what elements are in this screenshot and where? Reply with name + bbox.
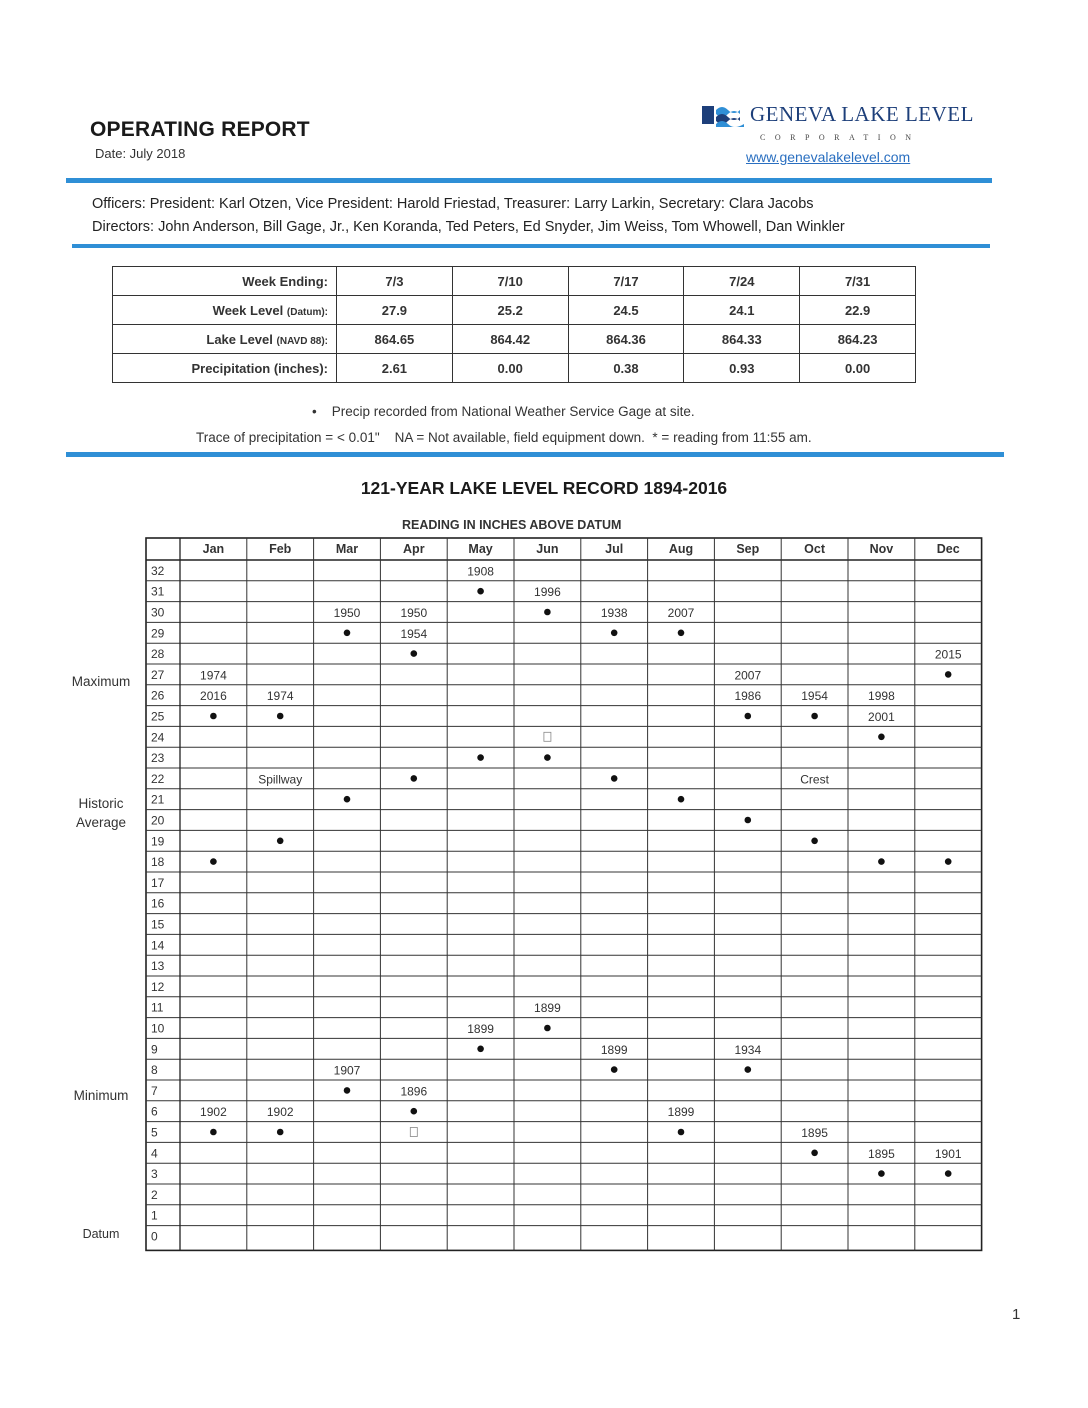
level-label: 16 bbox=[151, 896, 165, 911]
chart-border bbox=[146, 538, 982, 1250]
month-header: Jul bbox=[605, 542, 624, 556]
precipitation-cell: 0.38 bbox=[568, 354, 684, 383]
average-point bbox=[945, 858, 952, 865]
level-label: 6 bbox=[151, 1104, 158, 1119]
maximum-year-label: 2007 bbox=[734, 668, 762, 683]
level-label: 5 bbox=[151, 1125, 158, 1140]
level-label: 7 bbox=[151, 1083, 158, 1098]
level-label: 19 bbox=[151, 834, 165, 849]
minimum-year-label: 1899 bbox=[534, 1001, 561, 1016]
level-label: 12 bbox=[151, 979, 165, 994]
minimum-year-label: 1896 bbox=[400, 1084, 428, 1099]
level-label: 30 bbox=[151, 605, 165, 620]
side-label: Minimum bbox=[73, 1087, 129, 1103]
level-label: 8 bbox=[151, 1063, 158, 1078]
minimum-point bbox=[477, 1046, 484, 1053]
minimum-year-label: 1895 bbox=[868, 1146, 895, 1161]
minimum-year-label: 1902 bbox=[200, 1105, 227, 1120]
average-point bbox=[745, 817, 752, 824]
level-label: 15 bbox=[151, 917, 165, 932]
level-label: 0 bbox=[151, 1229, 158, 1244]
lake-level-cell: 864.65 bbox=[337, 325, 453, 354]
logo-corporation: CORPORATION bbox=[760, 133, 921, 142]
week-ending-cell: 7/17 bbox=[568, 267, 684, 296]
level-label: 27 bbox=[151, 667, 165, 682]
side-label: Average bbox=[75, 815, 127, 831]
month-header: Aug bbox=[668, 542, 694, 556]
minimum-year-label: 1902 bbox=[266, 1105, 294, 1120]
level-label: 11 bbox=[151, 1000, 164, 1015]
maximum-year-label: 2001 bbox=[868, 710, 895, 724]
maximum-point bbox=[745, 713, 752, 720]
week-level-cell: 27.9 bbox=[337, 296, 453, 325]
maximum-year-label: 1998 bbox=[868, 689, 895, 704]
side-label: Datum bbox=[82, 1227, 120, 1241]
level-label: 31 bbox=[151, 584, 165, 599]
minimum-point bbox=[411, 1108, 418, 1115]
lake-level-cell: 864.33 bbox=[684, 325, 800, 354]
maximum-point bbox=[945, 671, 952, 678]
directors-line: Directors: John Anderson, Bill Gage, Jr., Ken Koranda, Ted Peters, Ed Snyder, Jim Weiss, Tom Whowell, Dan Winkler bbox=[92, 219, 845, 235]
level-label: 26 bbox=[151, 688, 165, 703]
average-point bbox=[878, 858, 885, 865]
week-level-unit: (Datum): bbox=[286, 306, 328, 318]
precipitation-label: Precipitation (inches): bbox=[113, 354, 337, 383]
week-level-label-text: Week Level bbox=[212, 302, 284, 318]
minimum-point bbox=[811, 1150, 818, 1157]
logo-name: GENEVA LAKE LEVEL bbox=[750, 102, 974, 126]
page-number: 1 bbox=[1012, 1306, 1021, 1323]
week-level-cell: 22.9 bbox=[800, 296, 916, 325]
level-label: 2 bbox=[151, 1187, 158, 1202]
average-point bbox=[411, 775, 418, 782]
month-header: Jun bbox=[536, 542, 559, 556]
minimum-year-label: 1934 bbox=[734, 1042, 762, 1057]
minimum-year-label: 1907 bbox=[333, 1063, 361, 1078]
officers-line: Officers: President: Karl Otzen, Vice President: Harold Friestad, Treasurer: Larry Larkin, Secretary: Clara Jacobs bbox=[92, 196, 814, 212]
level-label: 32 bbox=[151, 563, 165, 578]
maximum-point bbox=[544, 609, 551, 616]
minimum-point bbox=[745, 1066, 752, 1073]
maximum-point bbox=[678, 630, 685, 637]
maximum-year-label: 1986 bbox=[734, 689, 762, 704]
maximum-year-label: 1950 bbox=[333, 606, 361, 620]
average-point bbox=[344, 796, 351, 803]
month-header: Jan bbox=[202, 542, 225, 556]
level-label: 22 bbox=[151, 771, 165, 786]
level-label: 9 bbox=[151, 1042, 158, 1057]
maximum-point bbox=[878, 734, 885, 741]
average-point bbox=[811, 838, 818, 845]
maximum-point bbox=[277, 713, 284, 720]
average-point bbox=[678, 796, 685, 803]
level-label: 23 bbox=[151, 751, 165, 766]
minimum-point bbox=[544, 1025, 551, 1032]
current-2018-marker bbox=[410, 1128, 417, 1137]
month-header: Oct bbox=[804, 542, 826, 556]
level-label: 25 bbox=[151, 709, 165, 724]
side-label: Historic bbox=[78, 796, 124, 812]
week-ending-cell: 7/31 bbox=[800, 267, 916, 296]
lake-level-unit: (NAVD 88): bbox=[276, 335, 328, 347]
report-title: OPERATING REPORT bbox=[90, 118, 310, 141]
week-ending-cell: 7/10 bbox=[452, 267, 568, 296]
website-link[interactable]: www.genevalakelevel.com bbox=[746, 149, 911, 165]
week-level-cell: 24.1 bbox=[684, 296, 800, 325]
minimum-year-label: 1899 bbox=[467, 1022, 494, 1036]
maximum-point bbox=[411, 650, 418, 657]
maximum-year-label: 1950 bbox=[400, 606, 428, 620]
annotation-label: Crest bbox=[800, 772, 829, 787]
annotation-label: Spillway bbox=[258, 772, 303, 787]
level-label: 13 bbox=[151, 959, 165, 974]
level-label: 10 bbox=[151, 1021, 165, 1036]
maximum-year-label: 2007 bbox=[667, 606, 695, 620]
chart-subtitle: READING IN INCHES ABOVE DATUM bbox=[402, 518, 622, 532]
average-point bbox=[544, 754, 551, 761]
record-title: 121-YEAR LAKE LEVEL RECORD 1894-2016 bbox=[360, 478, 728, 498]
minimum-point bbox=[945, 1170, 952, 1177]
precip-source-text: Precip recorded from National Weather Service Gage at site. bbox=[331, 404, 695, 419]
level-label: 3 bbox=[151, 1167, 158, 1182]
maximum-year-label: 1974 bbox=[200, 668, 227, 683]
lake-level-cell: 864.36 bbox=[568, 325, 684, 354]
month-header: Sep bbox=[736, 542, 760, 556]
maximum-year-label: 1996 bbox=[534, 585, 561, 600]
lake-level-label-text: Lake Level bbox=[206, 331, 273, 347]
level-label: 29 bbox=[151, 626, 165, 641]
week-level-cell: 24.5 bbox=[568, 296, 684, 325]
average-point bbox=[210, 858, 217, 865]
lake-level-cell: 864.42 bbox=[452, 325, 568, 354]
minimum-point bbox=[611, 1066, 618, 1073]
maximum-year-label: 1908 bbox=[467, 564, 494, 579]
minimum-year-label: 1899 bbox=[667, 1105, 695, 1120]
lake-level-cell: 864.23 bbox=[800, 325, 916, 354]
maximum-point bbox=[344, 630, 351, 637]
current-2018-marker bbox=[544, 732, 551, 741]
month-header: Apr bbox=[403, 542, 425, 556]
month-header: Dec bbox=[936, 542, 960, 556]
level-label: 28 bbox=[151, 647, 165, 662]
maximum-point bbox=[611, 630, 618, 637]
report-date: Date: July 2018 bbox=[95, 146, 186, 161]
week-ending-label: Week Ending: bbox=[113, 267, 337, 296]
maximum-year-label: 1938 bbox=[600, 606, 628, 620]
week-ending-cell: 7/3 bbox=[337, 267, 453, 296]
side-label: Maximum bbox=[71, 673, 131, 689]
minimum-point bbox=[344, 1087, 351, 1094]
minimum-year-label: 1901 bbox=[934, 1146, 962, 1161]
minimum-point bbox=[210, 1129, 217, 1136]
week-ending-cell: 7/24 bbox=[684, 267, 800, 296]
week-level-cell: 25.2 bbox=[452, 296, 568, 325]
level-label: 17 bbox=[151, 875, 165, 890]
bullet-icon: • bbox=[312, 404, 317, 419]
maximum-point bbox=[210, 713, 217, 720]
minimum-point bbox=[678, 1129, 685, 1136]
level-label: 18 bbox=[151, 855, 165, 870]
precipitation-cell: 0.93 bbox=[684, 354, 800, 383]
level-label: 21 bbox=[151, 792, 165, 807]
average-point bbox=[477, 754, 484, 761]
maximum-point bbox=[811, 713, 818, 720]
maximum-year-label: 2016 bbox=[200, 689, 227, 704]
month-header: Nov bbox=[869, 542, 894, 556]
legend-note: Trace of precipitation = < 0.01" NA = Not available, field equipment down. * = reading from 11:55 am. bbox=[196, 430, 812, 445]
maximum-year-label: 1954 bbox=[400, 626, 428, 641]
precipitation-cell: 0.00 bbox=[452, 354, 568, 383]
level-label: 4 bbox=[151, 1146, 158, 1161]
minimum-point bbox=[878, 1170, 885, 1177]
level-label: 1 bbox=[151, 1208, 158, 1223]
minimum-point bbox=[277, 1129, 284, 1136]
level-label: 24 bbox=[151, 730, 165, 745]
maximum-year-label: 1954 bbox=[801, 689, 828, 704]
level-label: 20 bbox=[151, 813, 165, 828]
maximum-year-label: 1974 bbox=[266, 689, 294, 704]
precipitation-cell: 0.00 bbox=[800, 354, 916, 383]
maximum-year-label: 2015 bbox=[934, 647, 962, 662]
level-label: 14 bbox=[151, 938, 165, 953]
maximum-point bbox=[477, 588, 484, 595]
month-header: May bbox=[468, 542, 493, 556]
minimum-year-label: 1899 bbox=[600, 1042, 628, 1057]
minimum-year-label: 1895 bbox=[801, 1126, 828, 1140]
average-point bbox=[611, 775, 618, 782]
average-point bbox=[277, 838, 284, 845]
precipitation-cell: 2.61 bbox=[337, 354, 453, 383]
month-header: Mar bbox=[335, 542, 359, 556]
month-header: Feb bbox=[269, 542, 292, 556]
